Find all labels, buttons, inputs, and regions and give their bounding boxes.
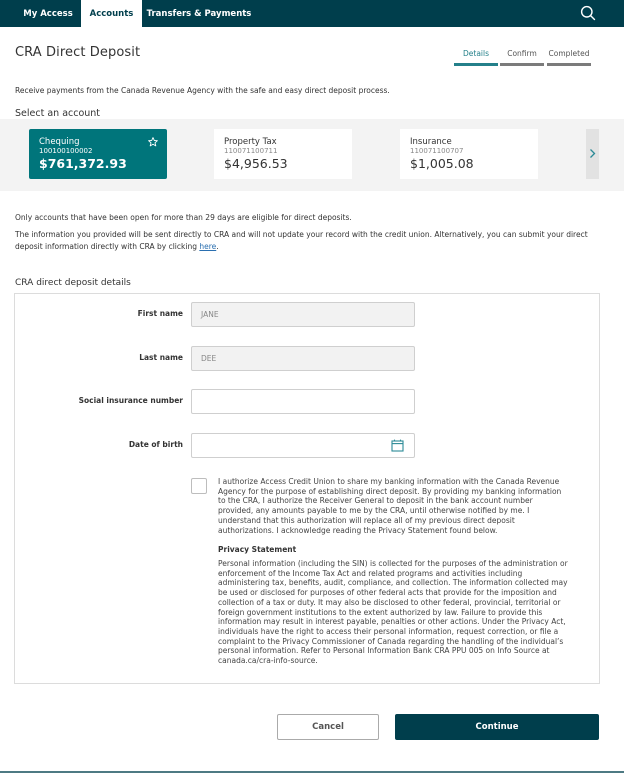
intro-text: Receive payments from the Canada Revenue Agency with the safe and easy direct deposit process. bbox=[15, 86, 390, 95]
account-number: 110071100711 bbox=[224, 147, 278, 155]
info-note-suffix: . bbox=[216, 241, 219, 251]
search-icon[interactable] bbox=[580, 5, 596, 21]
star-icon[interactable] bbox=[148, 137, 158, 147]
select-account-label: Select an account bbox=[15, 108, 101, 119]
calendar-icon[interactable] bbox=[391, 439, 404, 452]
authorization-checkbox[interactable] bbox=[191, 478, 207, 494]
account-name: Property Tax bbox=[224, 137, 277, 147]
top-nav bbox=[0, 0, 624, 27]
dob-field[interactable] bbox=[191, 433, 415, 458]
last-name-label: Last name bbox=[139, 353, 183, 362]
chevron-right-icon bbox=[589, 148, 596, 159]
tab-my-access[interactable]: My Access bbox=[23, 9, 73, 19]
account-card-property-tax[interactable] bbox=[214, 129, 352, 179]
privacy-statement-title: Privacy Statement bbox=[218, 545, 297, 554]
info-note bbox=[15, 229, 605, 252]
account-balance: $1,005.08 bbox=[410, 156, 474, 171]
account-number: 100100100002 bbox=[39, 147, 93, 155]
page-title: CRA Direct Deposit bbox=[15, 45, 141, 60]
account-card-insurance[interactable] bbox=[400, 129, 538, 179]
last-name-field[interactable]: DEE bbox=[191, 346, 415, 371]
step-completed: Completed bbox=[547, 49, 591, 66]
account-balance: $761,372.93 bbox=[39, 156, 127, 171]
first-name-label: First name bbox=[137, 309, 183, 318]
account-carousel bbox=[0, 119, 624, 191]
eligibility-note: Only accounts that have been open for more than 29 days are eligible for direct deposits. bbox=[15, 213, 352, 222]
sin-label: Social insurance number bbox=[78, 396, 183, 405]
step-details: Details bbox=[454, 49, 498, 66]
carousel-next-button[interactable] bbox=[586, 129, 599, 179]
first-name-field[interactable]: JANE bbox=[191, 302, 415, 327]
authorization-text: I authorize Access Credit Union to share my banking information with the Canada Revenue Agency for the purpose of establishing direct deposit. By providing my banking information to the CRA, I authorize the Receiver General to deposit in the bank account number provided, any amounts payable to me by the CRA, until otherwise notified by me. I understand that this authorization will replace all of my previous direct deposit authorizations. I acknowledge reading the Privacy Statement found below. bbox=[218, 477, 562, 535]
section-title: CRA direct deposit details bbox=[15, 278, 131, 288]
sin-field[interactable] bbox=[191, 389, 415, 414]
account-name: Chequing bbox=[39, 137, 80, 147]
cra-here-link[interactable]: here bbox=[199, 241, 217, 251]
tab-accounts[interactable]: Accounts bbox=[81, 0, 142, 27]
continue-button[interactable]: Continue bbox=[395, 714, 599, 740]
tab-transfers-payments[interactable]: Transfers & Payments bbox=[146, 9, 252, 19]
privacy-statement-text: Personal information (including the SIN) is collected for the purposes of the administration or enforcement of the Income Tax Act and related programs and activities including administering tax, benefits, audit, compliance, and collection. The information collected may be used or disclosed for purposes of other federal acts that provide for the imposition and collection of a tax or duty. It may also be disclosed to other federal, provincial, territorial or foreign government institutions to the extent authorized by law. Failure to provide this information may result in interest payable, penalties or other actions. Under the Privacy Act, individuals have the right to access their personal information, request correction, or file a complaint to the Privacy Commissioner of Canada regarding the handling of the individual’s personal information. Refer to Personal Information Bank CRA PPU 005 on Info Source at canada.ca/cra-info-source. bbox=[218, 559, 568, 666]
dob-label: Date of birth bbox=[128, 440, 183, 449]
account-name: Insurance bbox=[410, 137, 452, 147]
cancel-button[interactable]: Cancel bbox=[277, 714, 379, 740]
direct-deposit-form bbox=[14, 293, 600, 684]
info-note-text: The information you provided will be sent directly to CRA and will not update your record with the credit union. Alternatively, you can submit your direct deposit information directly with CRA by clicking bbox=[15, 230, 588, 251]
account-number: 110071100707 bbox=[410, 147, 464, 155]
step-confirm: Confirm bbox=[500, 49, 544, 66]
account-balance: $4,956.53 bbox=[224, 156, 288, 171]
footer-divider bbox=[0, 771, 624, 773]
account-card-chequing[interactable] bbox=[29, 129, 167, 179]
